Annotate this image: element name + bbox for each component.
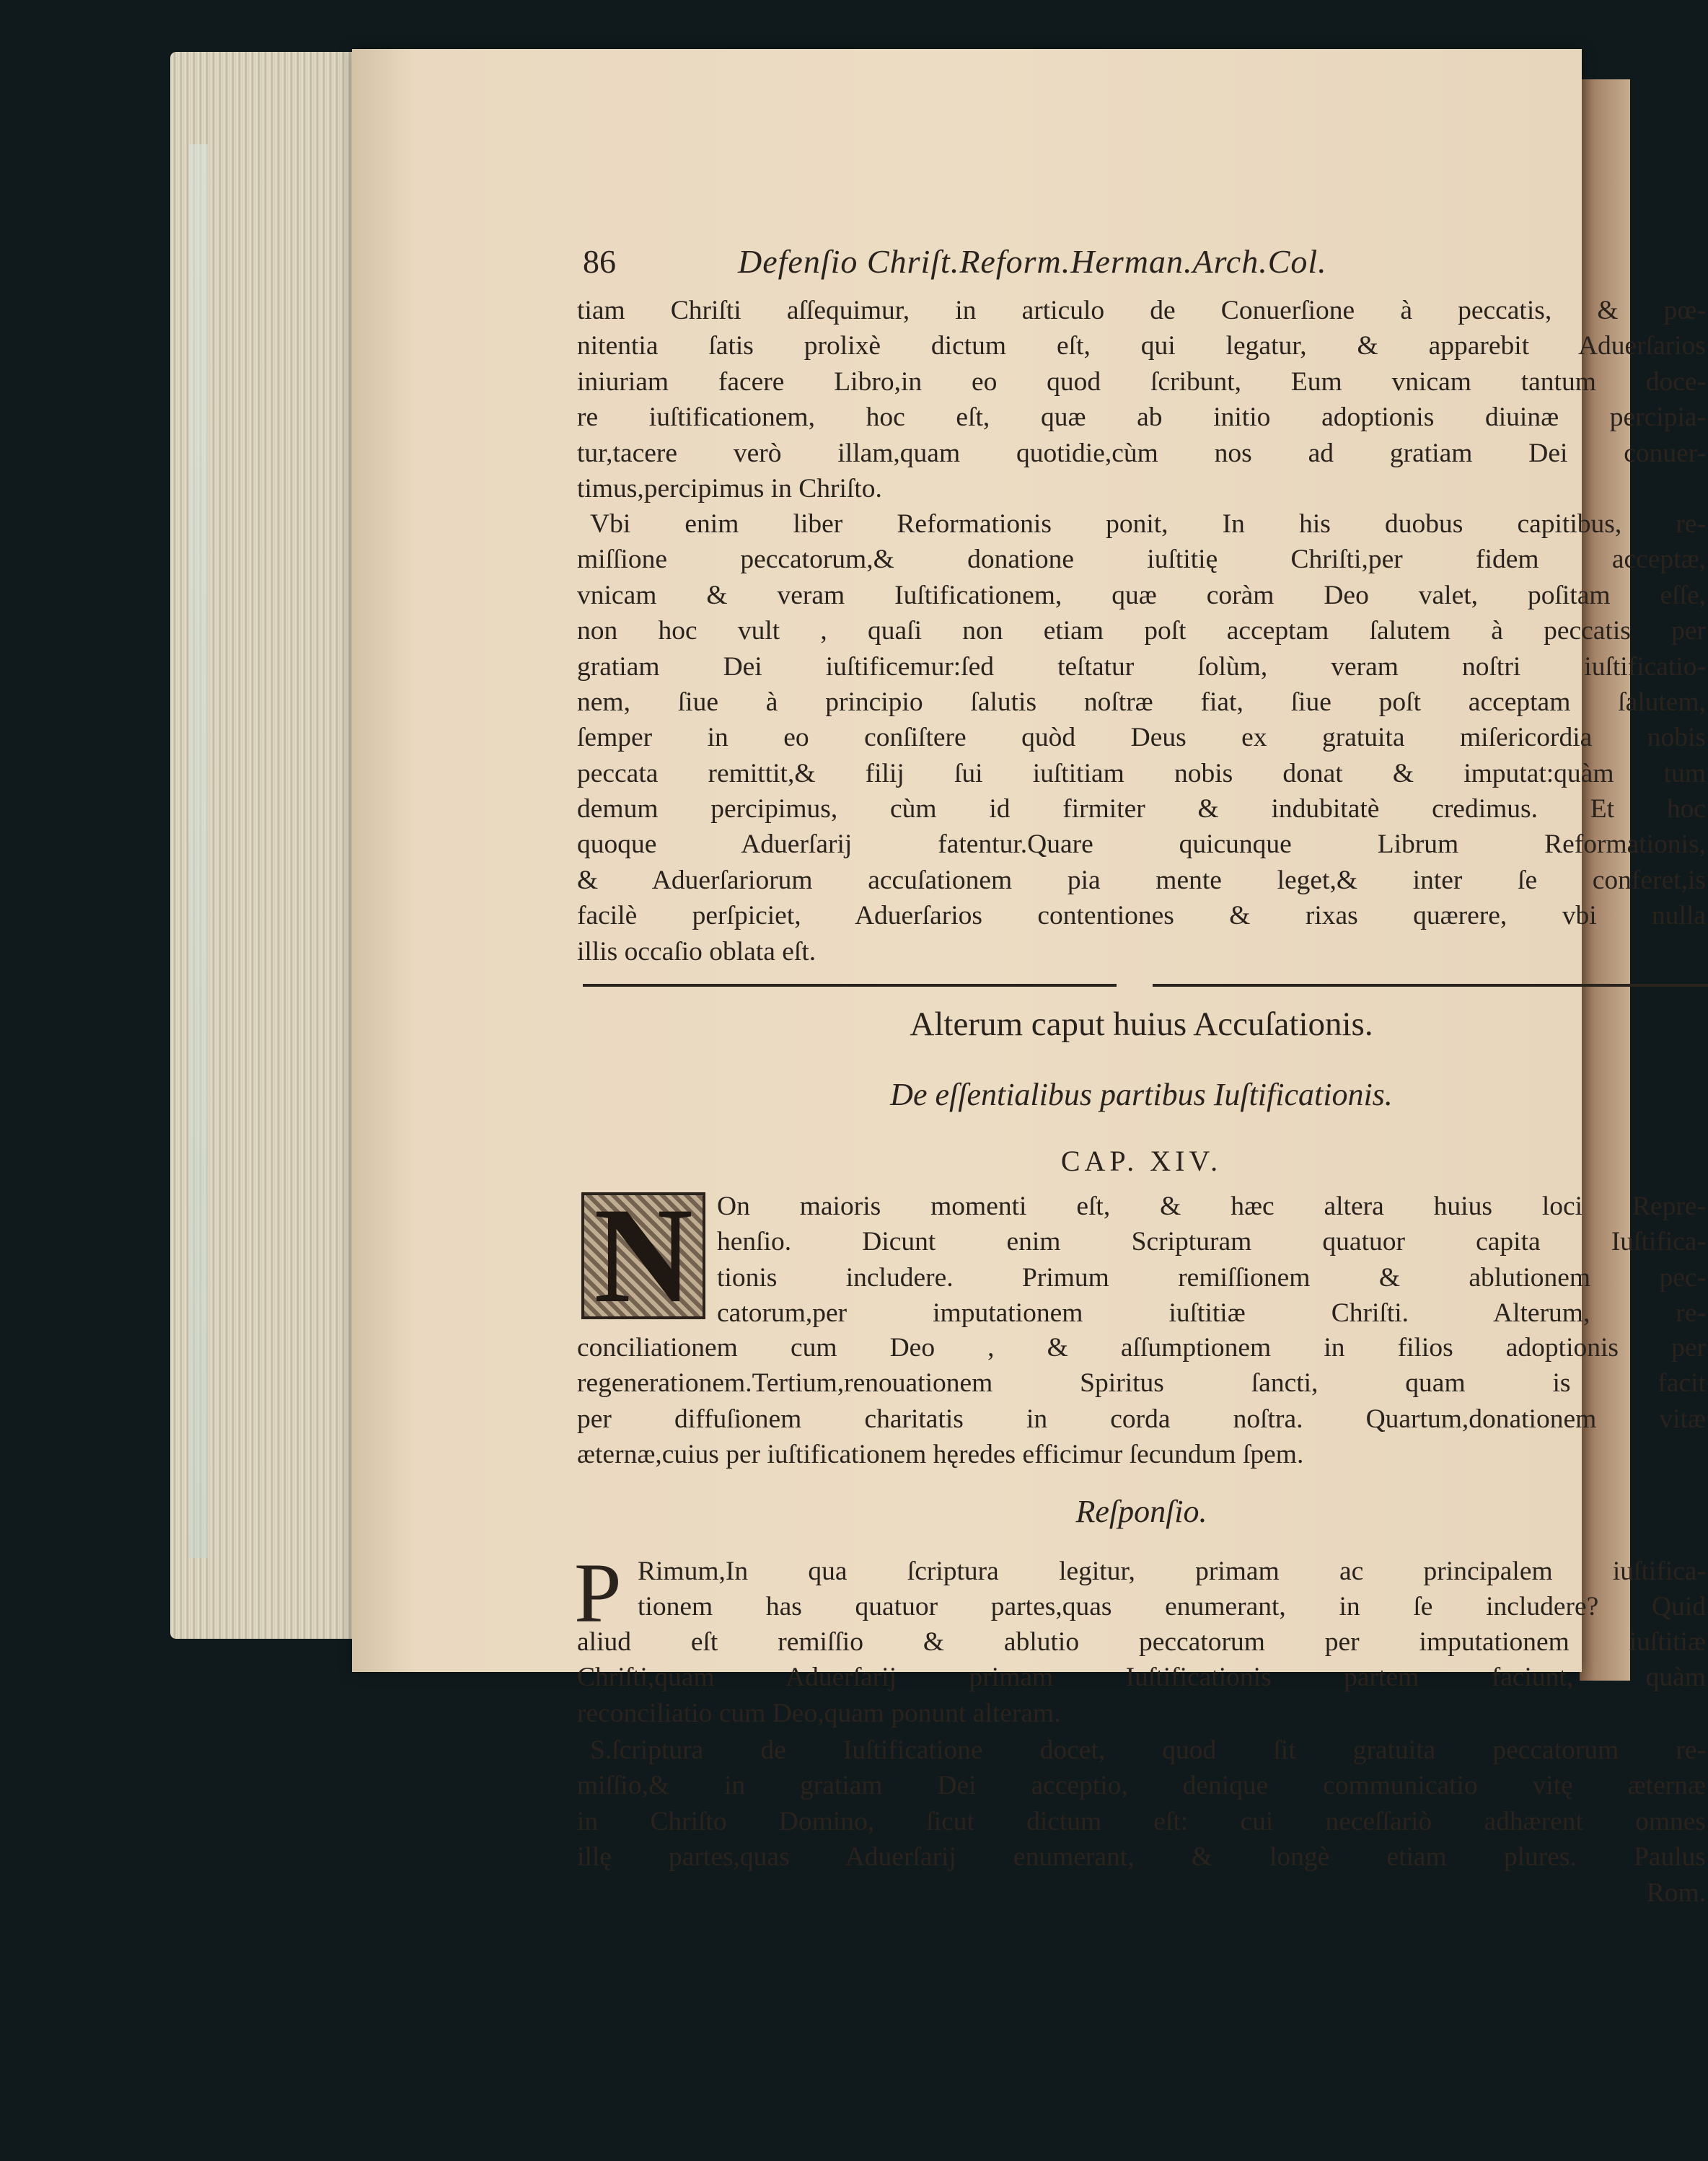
page-text	[352, 49, 1706, 1908]
text-line: Vbi enim liber Reformationis ponit, In his duobus capitibus, re-	[590, 509, 1706, 539]
paragraph-1	[577, 293, 1706, 506]
text-line: henſio. Dicunt enim Scripturam quatuor capita Iuſtifica-	[717, 1227, 1706, 1257]
paragraph-5	[577, 1733, 1706, 1911]
divider-rule-right	[1153, 984, 1708, 987]
text-line: tur,tacere verò illam,quam quotidie,cùm nos ad gratiam Dei conuer-	[577, 438, 1706, 468]
text-line: illę partes,quas Aduerſarij enumerant, & longè etiam plures. Paulus	[577, 1842, 1706, 1872]
text-line: tionis includere. Primum remiſſionem & ablutionem pec-	[717, 1262, 1706, 1293]
page-number: 86	[583, 243, 616, 280]
text-line: Rimum,In qua ſcriptura legitur, primam ac principalem iuſtifica-	[638, 1557, 1706, 1586]
text-line: gratiam Dei iuſtificemur:ſed teſtatur ſolùm, veram noſtri iuſtificatio-	[577, 651, 1706, 682]
running-header	[583, 242, 1701, 286]
text-line: Chriſti,quam Aduerſarij primam Iuſtificationis partem faciunt, quàm	[577, 1663, 1706, 1693]
text-line: ſemper in eo conſiſtere quòd Deus ex gratuita miſericordia nobis	[577, 723, 1706, 753]
text-line: miſſione peccatorum,& donatione iuſtitię Chriſti,per fidem acceptæ,	[577, 545, 1706, 575]
text-line: regenerationem.Tertium,renouationem Spiritus ſancti, quam is facit	[577, 1368, 1706, 1399]
text-line: per diffuſionem charitatis in corda noſtra. Quartum,donationem vitæ	[577, 1404, 1706, 1434]
text-line: conciliationem cum Deo , & aſſumptionem in filios adoptionis per	[577, 1333, 1706, 1363]
text-line: vnicam & veram Iuſtificationem, quæ coràm Deo valet, poſitam eſſe,	[577, 580, 1706, 610]
text-line: catorum,per imputationem iuſtitiæ Chriſti. Alterum, re-	[717, 1298, 1706, 1329]
divider-rule-left	[583, 984, 1117, 987]
paragraph-2	[577, 506, 1706, 969]
text-line: aliud eſt remiſſio & ablutio peccatorum per imputationem iuſtitiæ	[577, 1627, 1706, 1657]
section-subtitle: De eſſentialibus partibus Iuſtificationis.	[890, 1077, 1393, 1112]
response-heading: Reſponſio.	[1075, 1494, 1207, 1529]
text-line: re iuſtificationem, hoc eſt, quæ ab initio adoptionis diuinæ percipia-	[577, 402, 1706, 433]
section-divider	[583, 984, 1708, 988]
text-line: illis occaſio oblata eſt.	[577, 936, 816, 967]
book-page	[352, 49, 1706, 1908]
initial-p: P	[574, 1546, 622, 1640]
text-line: peccata remittit,& filij ſui iuſtitiam nobis donat & imputat:quàm tum	[577, 758, 1706, 788]
text-line: tionem has quatuor partes,quas enumerant, in ſe includere? Quid	[638, 1592, 1706, 1622]
paragraph-3	[577, 1330, 1706, 1473]
text-line: demum percipimus, cùm id firmiter & indubitatè credimus. Et hoc	[577, 794, 1706, 824]
text-line: in Chriſto Domino, ſicut dictum eſt: cui neceſſariò adhærent omnes	[577, 1806, 1706, 1836]
running-title: Defenſio Chriſt.Reform.Herman.Arch.Col.	[738, 243, 1327, 280]
paragraph-4	[577, 1624, 1706, 1731]
text-line: S.ſcriptura de Iuſtificatione docet, quod ſit gratuita peccatorum re-	[590, 1735, 1706, 1765]
catchword: Rom.	[1646, 1878, 1706, 1908]
paragraph-3-indented	[717, 1189, 1706, 1332]
text-line: tiam Chriſti aſſequimur, in articulo de Conuerſione à peccatis, & pœ-	[577, 296, 1706, 325]
text-line: facilè perſpiciet, Aduerſarios contentiones & rixas quærere, vbi nulla	[577, 901, 1706, 931]
book-edge-tint	[189, 144, 208, 1558]
text-line: miſſio,& in gratiam Dei acceptio, denique communicatio vitę æternæ	[577, 1771, 1706, 1801]
text-line: non hoc vult , quaſi non etiam poſt acceptam ſalutem à peccatis per	[577, 616, 1706, 646]
chapter-heading: CAP. XIV.	[1060, 1145, 1223, 1177]
text-line: nem, ſiue à principio ſalutis noſtræ fiat, ſiue poſt acceptam ſalutem,	[577, 687, 1706, 717]
text-line: reconciliatio cum Deo,quam ponunt alteram.	[577, 1698, 1061, 1728]
text-line: æternæ,cuius per iuſtificationem hęredes efficimur ſecundum ſpem.	[577, 1440, 1304, 1470]
text-line: timus,percipimus in Chriſto.	[577, 473, 882, 503]
text-line: & Aduerſariorum accuſationem pia mente leget,& inter ſe conferet,is	[577, 865, 1706, 895]
text-line: On maioris momenti eſt, & hæc altera huius loci Repre-	[717, 1192, 1706, 1221]
text-line: quoque Aduerſarij fatentur.Quare quicunque Librum Reformationis,	[577, 829, 1706, 860]
paragraph-4-indented	[638, 1554, 1706, 1625]
text-line: iniuriam facere Libro,in eo quod ſcribunt, Eum vnicam tantum doce-	[577, 366, 1706, 397]
decorated-initial-n: N	[581, 1192, 705, 1319]
text-line: nitentia ſatis prolixè dictum eſt, qui legatur, & apparebit Aduerſarios	[577, 331, 1706, 361]
section-title: Alterum caput huius Accuſationis.	[910, 1005, 1373, 1043]
